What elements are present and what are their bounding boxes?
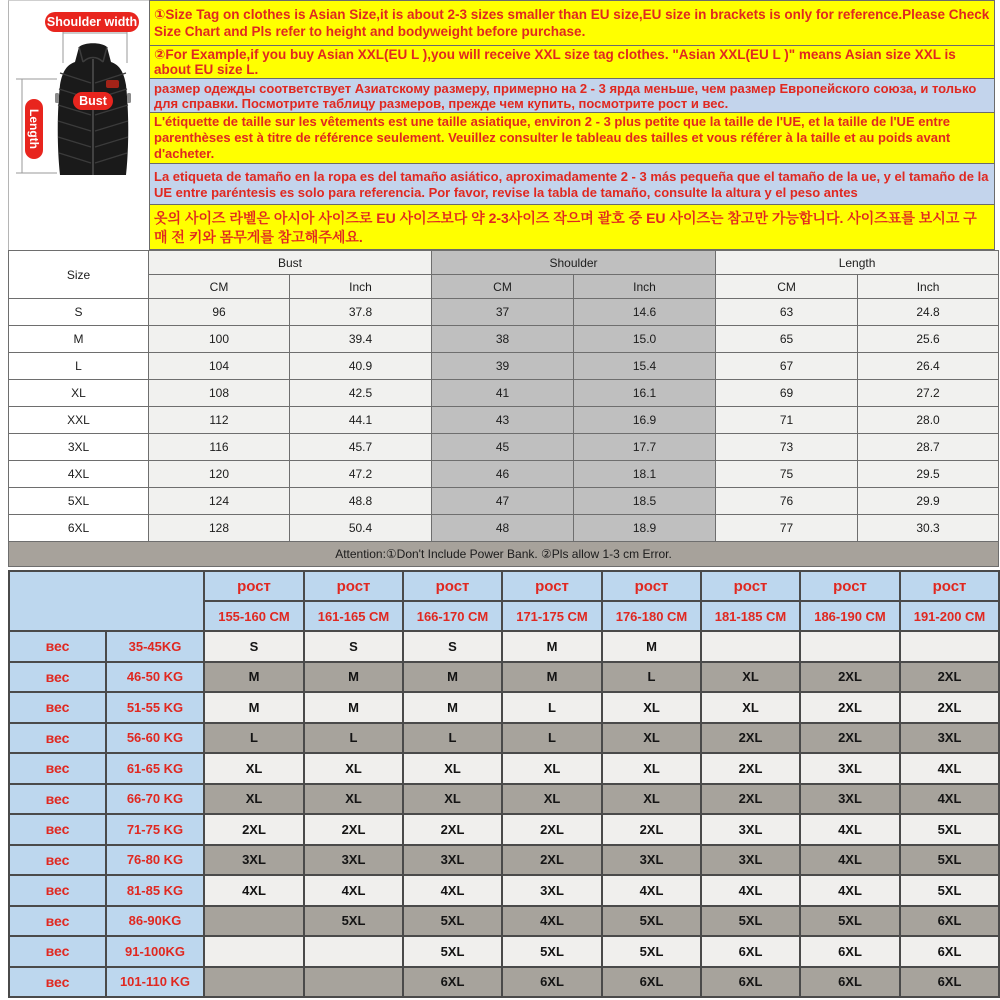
length-label: Length (25, 99, 43, 159)
weight-range-cell: 66-70 KG (106, 784, 204, 815)
size-column-header: Size (9, 251, 149, 299)
recommended-size-cell: XL (502, 753, 602, 784)
length-cm-cell: 65 (716, 326, 858, 353)
recommended-size-cell: 4XL (800, 845, 900, 876)
recommended-size-cell: XL (701, 662, 800, 693)
recommended-size-cell (900, 631, 999, 662)
recommended-size-cell (800, 631, 900, 662)
bust-inch-header: Inch (290, 275, 432, 299)
bust-cm-cell: 124 (149, 488, 290, 515)
fit-matrix-row (9, 967, 999, 998)
recommended-size-cell: L (602, 662, 701, 693)
shoulder-inch-cell: 15.0 (574, 326, 716, 353)
recommended-size-cell: 2XL (502, 845, 602, 876)
recommended-size-cell: 3XL (204, 845, 304, 876)
recommended-size-cell: S (304, 631, 403, 662)
size-table-row (9, 326, 999, 353)
size-table-row (9, 515, 999, 542)
recommended-size-cell: 4XL (800, 814, 900, 845)
shoulder-cm-cell: 37 (432, 299, 574, 326)
recommended-size-cell: M (304, 692, 403, 723)
attention-note: Attention:①Don't Include Power Bank. ②Pls allow 1-3 cm Error. (9, 542, 999, 567)
recommended-size-cell: 6XL (403, 967, 502, 998)
length-inch-cell: 28.7 (858, 434, 999, 461)
size-cell: 4XL (9, 461, 149, 488)
weight-range-cell: 51-55 KG (106, 692, 204, 723)
weight-range-cell: 35-45KG (106, 631, 204, 662)
weight-label-cell: вес (9, 967, 106, 998)
shoulder-cm-cell: 41 (432, 380, 574, 407)
recommended-size-cell (204, 967, 304, 998)
length-cm-cell: 73 (716, 434, 858, 461)
size-cell: M (9, 326, 149, 353)
recommended-size-cell: M (403, 662, 502, 693)
length-cm-cell: 71 (716, 407, 858, 434)
recommended-size-cell: XL (204, 753, 304, 784)
shoulder-cm-cell: 38 (432, 326, 574, 353)
recommended-size-cell: 3XL (800, 753, 900, 784)
shoulder-inch-cell: 18.5 (574, 488, 716, 515)
weight-range-cell: 56-60 KG (106, 723, 204, 754)
weight-range-cell: 46-50 KG (106, 662, 204, 693)
fit-matrix-row (9, 784, 999, 815)
weight-label-cell: вес (9, 662, 106, 693)
length-inch-cell: 28.0 (858, 407, 999, 434)
notice-french: L'étiquette de taille sur les vêtements est une taille asiatique, environ 2 - 3 plus petite que la taille de l'UE, et la taille de l'UE entre parenthèses est à titre de référence seulement. Veuillez consulter le tableau des tailles et vous référer à la taille et au poids avant d'acheter. (149, 113, 995, 164)
recommended-size-cell: L (502, 723, 602, 754)
recommended-size-cell: 5XL (900, 875, 999, 906)
fit-matrix-row (9, 936, 999, 967)
weight-range-cell: 91-100KG (106, 936, 204, 967)
length-group-header: Length (716, 251, 999, 275)
length-cm-cell: 76 (716, 488, 858, 515)
recommended-size-cell: L (304, 723, 403, 754)
bust-inch-cell: 50.4 (290, 515, 432, 542)
recommended-size-cell: L (403, 723, 502, 754)
recommended-size-cell: 4XL (502, 906, 602, 937)
bust-cm-header: CM (149, 275, 290, 299)
notice-english-1: ①Size Tag on clothes is Asian Size,it is about 2-3 sizes smaller than EU size,EU size in brackets is only for reference.Please Check Size Chart and Pls refer to height and bodyweight before purchase. (149, 1, 995, 46)
length-cm-cell: 77 (716, 515, 858, 542)
recommended-size-cell: M (502, 662, 602, 693)
shoulder-inch-cell: 18.1 (574, 461, 716, 488)
size-table-row (9, 488, 999, 515)
recommended-size-cell: 4XL (403, 875, 502, 906)
length-inch-cell: 24.8 (858, 299, 999, 326)
height-range-cell: 176-180 CM (602, 601, 701, 631)
recommended-size-cell: 4XL (701, 875, 800, 906)
recommended-size-cell: 4XL (204, 875, 304, 906)
bust-cm-cell: 112 (149, 407, 290, 434)
recommended-size-cell: 6XL (502, 967, 602, 998)
recommended-size-cell: 2XL (502, 814, 602, 845)
fit-matrix-table (8, 570, 1000, 998)
height-label-cell: рост (800, 571, 900, 601)
recommended-size-cell: 3XL (602, 845, 701, 876)
bust-inch-cell: 40.9 (290, 353, 432, 380)
recommended-size-cell: 4XL (900, 753, 999, 784)
weight-range-cell: 86-90KG (106, 906, 204, 937)
recommended-size-cell: L (204, 723, 304, 754)
recommended-size-cell: 6XL (900, 906, 999, 937)
recommended-size-cell: XL (602, 692, 701, 723)
size-table-row (9, 380, 999, 407)
recommended-size-cell: 5XL (900, 814, 999, 845)
recommended-size-cell: XL (602, 723, 701, 754)
fit-matrix-row (9, 753, 999, 784)
recommended-size-cell: 3XL (304, 845, 403, 876)
weight-label-cell: вес (9, 692, 106, 723)
bust-cm-cell: 108 (149, 380, 290, 407)
recommended-size-cell: XL (304, 753, 403, 784)
bust-group-header: Bust (149, 251, 432, 275)
shoulder-inch-cell: 14.6 (574, 299, 716, 326)
recommended-size-cell: XL (403, 753, 502, 784)
recommended-size-cell: 2XL (602, 814, 701, 845)
length-inch-cell: 30.3 (858, 515, 999, 542)
height-label-cell: рост (602, 571, 701, 601)
length-inch-cell: 29.9 (858, 488, 999, 515)
shoulder-cm-cell: 46 (432, 461, 574, 488)
shoulder-cm-header: CM (432, 275, 574, 299)
shoulder-cm-cell: 48 (432, 515, 574, 542)
bust-inch-cell: 48.8 (290, 488, 432, 515)
recommended-size-cell: 3XL (800, 784, 900, 815)
length-cm-cell: 67 (716, 353, 858, 380)
weight-range-cell: 101-110 KG (106, 967, 204, 998)
height-label-cell: рост (701, 571, 800, 601)
bust-cm-cell: 116 (149, 434, 290, 461)
recommended-size-cell: M (204, 662, 304, 693)
recommended-size-cell: 5XL (502, 936, 602, 967)
fit-matrix-body (9, 631, 999, 997)
weight-range-cell: 81-85 KG (106, 875, 204, 906)
length-inch-cell: 27.2 (858, 380, 999, 407)
recommended-size-cell: 2XL (800, 692, 900, 723)
notice-list (149, 0, 995, 250)
notice-korean: 옷의 사이즈 라벨은 아시아 사이즈로 EU 사이즈보다 약 2-3사이즈 작으며 괄호 중 EU 사이즈는 참고만 가능합니다. 사이즈표를 보시고 구매 전 키와 몸무게를 참고해주세요. (149, 205, 995, 250)
length-inch-header: Inch (858, 275, 999, 299)
recommended-size-cell: 5XL (900, 845, 999, 876)
height-label-cell: рост (502, 571, 602, 601)
shoulder-group-header: Shoulder (432, 251, 716, 275)
bust-cm-cell: 128 (149, 515, 290, 542)
size-cell: XXL (9, 407, 149, 434)
matrix-corner-cell (9, 571, 204, 631)
bust-inch-cell: 44.1 (290, 407, 432, 434)
height-label-cell: рост (204, 571, 304, 601)
recommended-size-cell: 3XL (701, 845, 800, 876)
shoulder-inch-cell: 18.9 (574, 515, 716, 542)
recommended-size-cell: 3XL (900, 723, 999, 754)
size-table-row (9, 353, 999, 380)
weight-label-cell: вес (9, 845, 106, 876)
bust-inch-cell: 39.4 (290, 326, 432, 353)
weight-label-cell: вес (9, 814, 106, 845)
recommended-size-cell: 2XL (900, 692, 999, 723)
recommended-size-cell: XL (602, 753, 701, 784)
height-range-cell: 181-185 CM (701, 601, 800, 631)
fit-matrix-row (9, 723, 999, 754)
recommended-size-cell: 2XL (701, 723, 800, 754)
bust-inch-cell: 45.7 (290, 434, 432, 461)
height-range-cell: 171-175 CM (502, 601, 602, 631)
bust-cm-cell: 100 (149, 326, 290, 353)
weight-range-cell: 76-80 KG (106, 845, 204, 876)
height-label-cell: рост (403, 571, 502, 601)
size-cell: L (9, 353, 149, 380)
recommended-size-cell: 4XL (602, 875, 701, 906)
height-range-cell: 161-165 CM (304, 601, 403, 631)
recommended-size-cell: 5XL (403, 906, 502, 937)
recommended-size-cell: 5XL (403, 936, 502, 967)
recommended-size-cell: 3XL (502, 875, 602, 906)
height-label-cell: рост (900, 571, 999, 601)
recommended-size-cell: 2XL (204, 814, 304, 845)
weight-range-cell: 61-65 KG (106, 753, 204, 784)
size-table-body (9, 299, 999, 542)
length-inch-cell: 29.5 (858, 461, 999, 488)
recommended-size-cell: 6XL (701, 967, 800, 998)
weight-range-cell: 71-75 KG (106, 814, 204, 845)
notice-english-2: ②For Example,if you buy Asian XXL(EU L ),you will receive XXL size tag clothes. "Asian XXL(EU L )" means Asian size XXL is about EU size L. (149, 46, 995, 79)
recommended-size-cell: 6XL (800, 967, 900, 998)
weight-label-cell: вес (9, 631, 106, 662)
height-range-cell: 166-170 CM (403, 601, 502, 631)
size-table-row (9, 299, 999, 326)
fit-matrix-row (9, 662, 999, 693)
bust-cm-cell: 120 (149, 461, 290, 488)
recommended-size-cell: 5XL (602, 906, 701, 937)
shoulder-cm-cell: 43 (432, 407, 574, 434)
weight-label-cell: вес (9, 906, 106, 937)
recommended-size-cell: 5XL (602, 936, 701, 967)
shoulder-cm-cell: 39 (432, 353, 574, 380)
shoulder-inch-cell: 16.9 (574, 407, 716, 434)
height-range-cell: 186-190 CM (800, 601, 900, 631)
length-cm-cell: 69 (716, 380, 858, 407)
recommended-size-cell: 6XL (701, 936, 800, 967)
bust-inch-cell: 37.8 (290, 299, 432, 326)
weight-label-cell: вес (9, 936, 106, 967)
size-table-row (9, 407, 999, 434)
size-cell: 3XL (9, 434, 149, 461)
shoulder-cm-cell: 47 (432, 488, 574, 515)
recommended-size-cell: XL (204, 784, 304, 815)
recommended-size-cell: S (403, 631, 502, 662)
length-inch-cell: 26.4 (858, 353, 999, 380)
recommended-size-cell: M (403, 692, 502, 723)
recommended-size-cell: 2XL (800, 662, 900, 693)
height-label-row (9, 571, 999, 601)
shoulder-inch-cell: 16.1 (574, 380, 716, 407)
height-range-cell: 191-200 CM (900, 601, 999, 631)
length-inch-cell: 25.6 (858, 326, 999, 353)
weight-label-cell: вес (9, 753, 106, 784)
fit-matrix-head (9, 571, 999, 631)
recommended-size-cell: XL (602, 784, 701, 815)
recommended-size-cell (701, 631, 800, 662)
fit-matrix-row (9, 906, 999, 937)
recommended-size-cell: 2XL (403, 814, 502, 845)
height-range-cell: 155-160 CM (204, 601, 304, 631)
recommended-size-cell: 3XL (403, 845, 502, 876)
shoulder-inch-cell: 15.4 (574, 353, 716, 380)
recommended-size-cell: 2XL (701, 784, 800, 815)
size-table-row (9, 434, 999, 461)
recommended-size-cell: M (602, 631, 701, 662)
recommended-size-cell: 6XL (900, 936, 999, 967)
size-cell: 6XL (9, 515, 149, 542)
notice-spanish: La etiqueta de tamaño en la ropa es del tamaño asiático, aproximadamente 2 - 3 más pequeña que el tamaño de la ue, y el tamaño de la UE entre paréntesis es solo para referencia. Por favor, revise la tabla de tamaño, consulte la altura y el peso antes (149, 164, 995, 206)
recommended-size-cell: 6XL (900, 967, 999, 998)
recommended-size-cell: M (304, 662, 403, 693)
recommended-size-cell: XL (304, 784, 403, 815)
size-cell: 5XL (9, 488, 149, 515)
shoulder-inch-header: Inch (574, 275, 716, 299)
recommended-size-cell: 4XL (304, 875, 403, 906)
recommended-size-cell: L (502, 692, 602, 723)
recommended-size-cell: 6XL (800, 936, 900, 967)
recommended-size-cell: 2XL (900, 662, 999, 693)
fit-matrix-row (9, 814, 999, 845)
length-cm-header: CM (716, 275, 858, 299)
recommended-size-cell: XL (502, 784, 602, 815)
size-cell: S (9, 299, 149, 326)
bust-inch-cell: 42.5 (290, 380, 432, 407)
recommended-size-cell: XL (403, 784, 502, 815)
bust-label: Bust (73, 92, 113, 110)
vest-illustration (8, 0, 149, 251)
recommended-size-cell (304, 967, 403, 998)
shoulder-inch-cell: 17.7 (574, 434, 716, 461)
weight-label-cell: вес (9, 784, 106, 815)
length-cm-cell: 75 (716, 461, 858, 488)
recommended-size-cell: 5XL (304, 906, 403, 937)
size-table-row (9, 461, 999, 488)
recommended-size-cell (204, 906, 304, 937)
recommended-size-cell: S (204, 631, 304, 662)
bust-cm-cell: 96 (149, 299, 290, 326)
recommended-size-cell: 2XL (701, 753, 800, 784)
recommended-size-cell: 2XL (800, 723, 900, 754)
fit-matrix-row (9, 631, 999, 662)
fit-matrix-row (9, 875, 999, 906)
shoulder-cm-cell: 45 (432, 434, 574, 461)
recommended-size-cell: 3XL (701, 814, 800, 845)
weight-label-cell: вес (9, 723, 106, 754)
recommended-size-cell: M (502, 631, 602, 662)
weight-label-cell: вес (9, 875, 106, 906)
bust-cm-cell: 104 (149, 353, 290, 380)
fit-matrix-row (9, 845, 999, 876)
recommended-size-cell: 5XL (701, 906, 800, 937)
height-label-cell: рост (304, 571, 403, 601)
recommended-size-cell: 4XL (900, 784, 999, 815)
bust-inch-cell: 47.2 (290, 461, 432, 488)
chest-patch (106, 80, 119, 88)
recommended-size-cell: 5XL (800, 906, 900, 937)
notice-russian: размер одежды соответствует Азиатскому размеру, примерно на 2 - 3 ярда меньше, чем размер Европейского союза, и только для справки. Посмотрите таблицу размеров, прежде чем купить, посмотрите рост и вес. (149, 79, 995, 113)
recommended-size-cell: 6XL (602, 967, 701, 998)
recommended-size-cell (204, 936, 304, 967)
recommended-size-cell: XL (701, 692, 800, 723)
length-cm-cell: 63 (716, 299, 858, 326)
size-table (8, 250, 999, 567)
recommended-size-cell: M (204, 692, 304, 723)
fit-matrix-row (9, 692, 999, 723)
shoulder-width-label: Shoulder width (45, 12, 139, 32)
recommended-size-cell: 4XL (800, 875, 900, 906)
top-section (8, 0, 995, 250)
size-cell: XL (9, 380, 149, 407)
recommended-size-cell (304, 936, 403, 967)
recommended-size-cell: 2XL (304, 814, 403, 845)
